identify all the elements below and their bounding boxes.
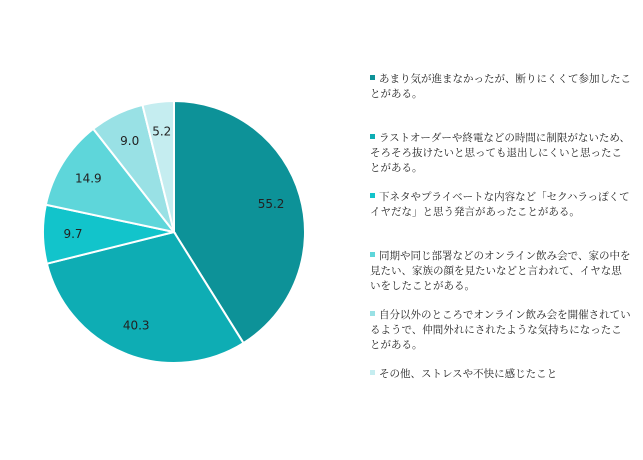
- legend-label: 下ネタやプライベートな内容など「セクハラっぽくてイヤだな」と思う発言があったことがある。: [370, 191, 630, 218]
- slice-value-label: 40.3: [122, 318, 150, 333]
- legend-item: [370, 249, 632, 294]
- legend-swatch: [370, 370, 375, 375]
- legend-swatch: [370, 252, 375, 257]
- slice-value-label: 55.2: [257, 197, 285, 212]
- legend-swatch: [370, 311, 375, 316]
- legend-label: 自分以外のところでオンライン飲み会を開催されているようで、仲間外れにされたような気持ちになったことがある。: [370, 309, 631, 351]
- legend-swatch: [370, 75, 375, 80]
- slice-value-label: 5.2: [152, 124, 172, 139]
- slice-value-label: 9.7: [63, 226, 83, 241]
- legend-item: [370, 367, 632, 382]
- legend-label: その他、ストレスや不快に感じたこと: [379, 368, 558, 380]
- legend-item: [370, 131, 632, 176]
- slice-value-label: 14.9: [74, 171, 102, 186]
- legend-label: 同期や同じ部署などのオンライン飲み会で、家の中を見たい、家族の顔を見たいなどと言われて、イヤな思いをしたことがある。: [370, 250, 631, 292]
- legend-item: [370, 190, 632, 220]
- legend-label: あまり気が進まなかったが、断りにくくて参加したことがある。: [370, 73, 631, 100]
- slice-value-label: 9.0: [120, 134, 140, 149]
- legend-item: [370, 308, 632, 353]
- legend-swatch: [370, 134, 375, 139]
- legend-label: ラストオーダーや終電などの時間に制限がないため、そろそろ抜けたいと思っても退出しにくいと思ったことがある。: [370, 132, 630, 174]
- legend-item: [370, 72, 632, 102]
- legend-swatch: [370, 193, 375, 198]
